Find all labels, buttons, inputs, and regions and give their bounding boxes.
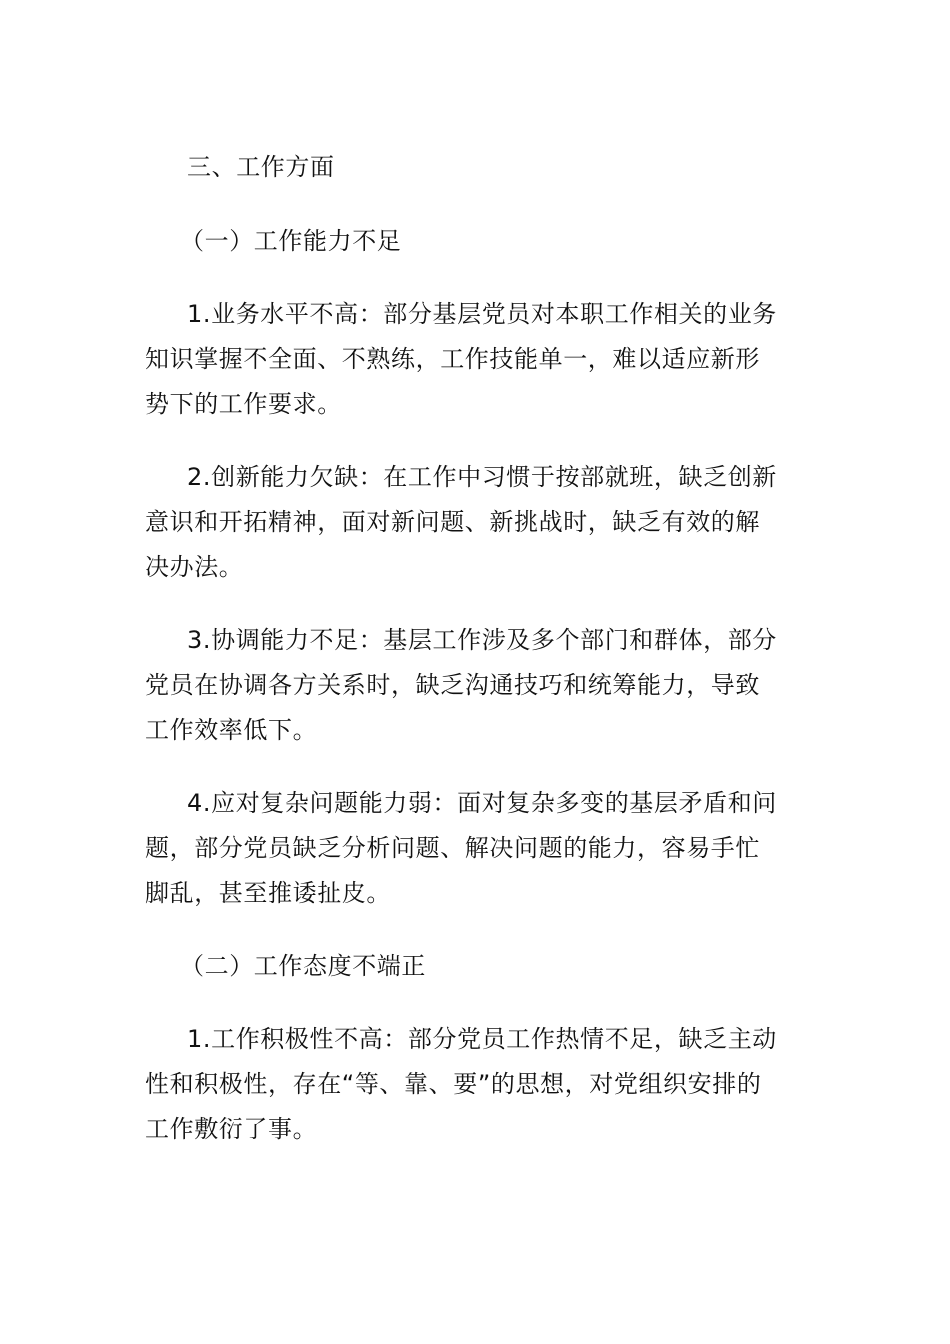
paragraph-line: 决办法。 — [145, 553, 244, 581]
section-heading: 三、工作方面 — [187, 153, 335, 181]
paragraph-line: 势下的工作要求。 — [145, 390, 342, 418]
paragraph-line: 脚乱，甚至推诿扯皮。 — [145, 879, 391, 907]
paragraph-line: 党员在协调各方关系时，缺乏沟通技巧和统筹能力，导致 — [145, 671, 760, 699]
paragraph-line: 工作效率低下。 — [145, 716, 318, 744]
paragraph-line: 4.应对复杂问题能力弱：面对复杂多变的基层矛盾和问 — [187, 789, 777, 817]
paragraph-line: 1.业务水平不高：部分基层党员对本职工作相关的业务 — [187, 300, 777, 328]
paragraph-line: 3.协调能力不足：基层工作涉及多个部门和群体，部分 — [187, 626, 777, 654]
paragraph-line: 性和积极性，存在“等、靠、要”的思想，对党组织安排的 — [145, 1070, 762, 1098]
subsection-heading-1: （一）工作能力不足 — [180, 227, 402, 255]
paragraph-line: 题，部分党员缺乏分析问题、解决问题的能力，容易手忙 — [145, 834, 760, 862]
paragraph-line: 1.工作积极性不高：部分党员工作热情不足，缺乏主动 — [187, 1025, 777, 1053]
paragraph-line: 2.创新能力欠缺：在工作中习惯于按部就班，缺乏创新 — [187, 463, 777, 491]
paragraph-line: 意识和开拓精神，面对新问题、新挑战时，缺乏有效的解 — [145, 508, 760, 536]
subsection-heading-2: （二）工作态度不端正 — [180, 952, 426, 980]
paragraph-line: 工作敷衍了事。 — [145, 1115, 318, 1143]
paragraph-line: 知识掌握不全面、不熟练，工作技能单一，难以适应新形 — [145, 345, 760, 373]
